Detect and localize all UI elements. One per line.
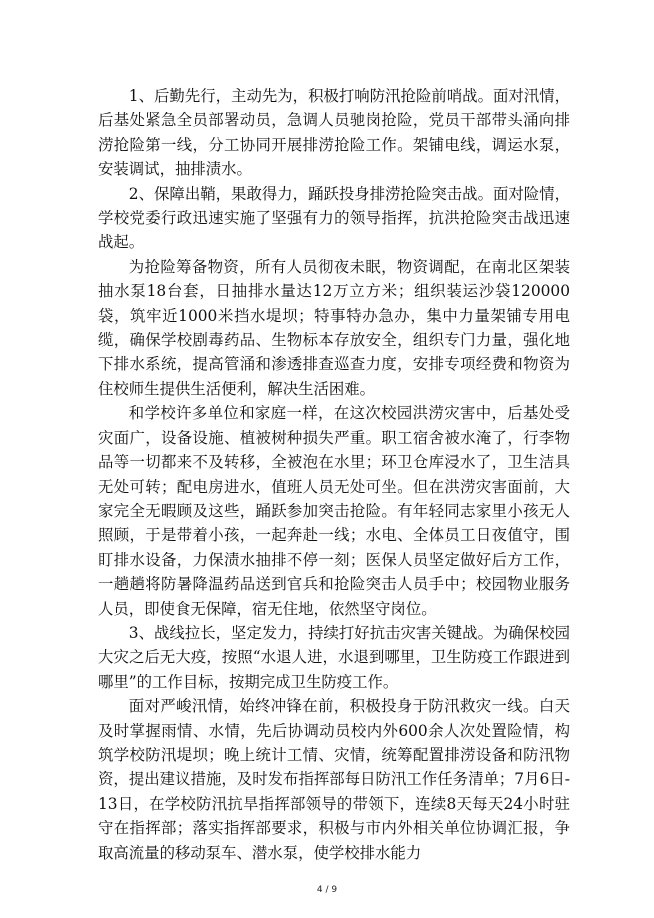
paragraph-support-ready: 2、保障出鞘，果敢得力，踊跃投身排涝抢险突击战。面对险情，学校党委行政迅速实施了坚强有力的领导指挥，抗洪抢险突击战迅速战起。 [98, 184, 570, 252]
paragraph-logistics-first: 1、后勤先行，主动先为，积极打响防汛抢险前哨战。面对汛情，后基处紧急全员部署动员，急调人员驰岗抢险，党员干部带头涌向排涝抢险第一线，分工协同开展排涝抢险工作。架铺电线，调运水泵，安装调试，抽排渍水。 [98, 87, 570, 179]
page-number: 4 / 9 [316, 885, 338, 895]
paragraph-supplies: 为抢险筹备物资，所有人员彻夜未眠，物资调配，在南北区架装抽水泵18台套，日抽排水量达12万立方米；组织装运沙袋120000袋，筑牢近1000米挡水堤坝；特事特办急办，集中力量架铺专用电缆，确保学校剧毒药品、生物标本存放安全，组织专门力量，强化地下排水系统，提高管涌和渗透排查巡查力度，安排专项经费和物资为住校师生提供生活便利，解决生活困难。 [98, 257, 570, 398]
paragraph-staff-affected: 和学校许多单位和家庭一样，在这次校园洪涝灾害中，后基处受灾面广，设备设施、植被树种损失严重。职工宿舍被水淹了，行李物品等一切都来不及转移，全被泡在水里；环卫仓库浸水了，卫生洁具无处可转；配电房进水，值班人员无处可坐。但在洪涝灾害面前，大家完全无暇顾及这些，踊跃参加突击抢险。有年轻同志家里小孩无人照顾，于是带着小孩，一起奔赴一线；水电、全体员工日夜值守，围盯排水设备，力保渍水抽排不停一刻；医保人员坚定做好后方工作，一趟趟将防暑降温药品送到官兵和抢险突击人员手中；校园物业服务人员，即使食无保障，宿无住地，依然坚守岗位。 [98, 404, 570, 618]
paragraph-flood-command: 面对严峻汛情，始终冲锋在前，积极投身于防汛救灾一线。白天及时掌握雨情、水情，先后协调动员校内外600余人次处置险情，构筑学校防汛堤坝；晚上统计工情、灾情，统筹配置排涝设备和防汛物资，提出建议措施，及时发布指挥部每日防汛工作任务清单；7月6日-13日，在学校防汛抗旱指挥部领导的带领下，连续8天每天24小时驻守在指挥部；落实指挥部要求，积极与市内外相关单位协调汇报，争取高流量的移动泵车、潜水泵，使学校排水能力 [98, 697, 570, 862]
document-body [98, 84, 570, 865]
paragraph-epidemic-prevention: 3、战线拉长，坚定发力，持续打好抗击灾害关键战。为确保校园大灾之后无大疫，按照“水退人进，水退到哪里，卫生防疫工作跟进到哪里”的工作目标，按期完成卫生防疫工作。 [98, 623, 570, 691]
